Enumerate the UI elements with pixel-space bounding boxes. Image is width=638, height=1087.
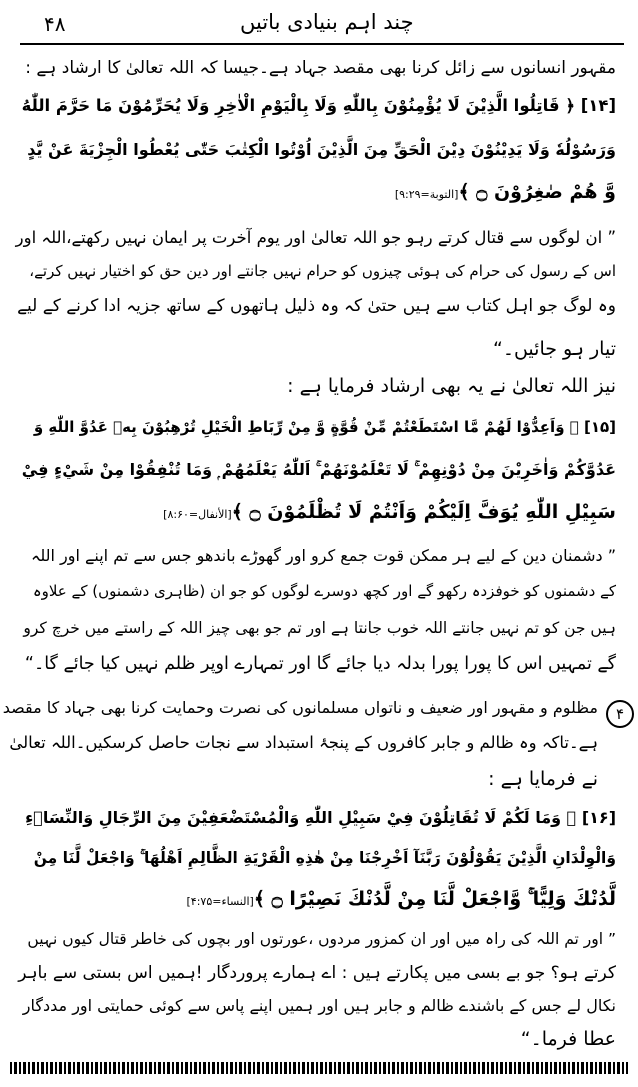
point-4-line-2: ہے۔تاکہ وہ ظالم و جابر کافروں کے پنجۂ استبداد سے نجات حاصل کرسکیں۔اللہ تعالیٰ xyxy=(9,733,598,752)
verse-15-citation: [الأنفال=۸:۶۰] xyxy=(163,508,232,521)
translation-16-line-1: ” اور تم اللہ کی راہ میں اور ان کمزور مردوں ،عورتوں اور بچوں کی خاطر قتال کیوں نہیں xyxy=(27,930,616,948)
point-4-line-3: نے فرمایا ہے : xyxy=(488,768,598,790)
verse-16-line-1: [۱۶] ﴿ وَمَا لَكُمْ لَا تُقَاتِلُوْنَ فِيْ سَبِيْلِ اللّٰهِ وَالْمُسْتَضْعَفِيْنَ مِنَ الرِّجَالِ وَالنِّسَاۗءِ xyxy=(25,808,616,827)
translation-16-line-3: نکال لے جس کے باشندے ظالم و جابر ہیں اور ہمیں اپنے پاس سے کوئی حمایتی اور مددگار xyxy=(22,996,616,1015)
verse-15-line-1: [۱۵] ﴿ وَاَعِدُّوْا لَهُمْ مَّا اسْتَطَعْتُمْ مِّنْ قُوَّةٍ وَّ مِنْ رِّبَاطِ الْخَيْلِ تُرْهِبُوْنَ بِهٖ عَدُوَّ اللّٰهِ وَ xyxy=(33,418,616,436)
translation-14-line-1: ” ان لوگوں سے قتال کرتے رہو جو اللہ تعالیٰ اور یوم آخرت پر ایمان نہیں رکھتے،اللہ اور xyxy=(15,228,616,247)
page-header: چند اہم بنیادی باتیں xyxy=(240,10,414,34)
translation-16-line-2: کرتے ہو؟ جو بے بسی میں پکارتے ہیں : اے ہمارے پروردگار !ہمیں اس بستی سے باہر xyxy=(18,963,616,983)
translation-14-line-2: اس کے رسول کی حرام کی ہوئی چیزوں کو حرام نہیں جانتے اور دین حق کو اختیار نہیں کرتے، xyxy=(29,262,616,280)
verse-16-line-3 xyxy=(181,890,617,909)
verse-16-line-3-text: لَّدُنْكَ وَلِيًّا ۚ وَّاجْعَلْ لَّنَا مِنْ لَّدُنْكَ نَصِيْرًا ۝ ﴾ xyxy=(253,888,616,910)
verse-15-line-2: عَدُوَّكُمْ وَاٰخَرِيْنَ مِنْ دُوْنِهِمْ ۚ لَا تَعْلَمُوْنَهُمْ ۚ اَللّٰهُ يَعْلَمُهُمْ ۭ وَمَا تُنْفِقُوْا مِنْ شَيْءٍ فِيْ xyxy=(21,460,616,479)
point-4-marker: ۴ xyxy=(606,700,634,728)
verse-15-line-3-text: سَبِيْلِ اللّٰهِ يُوَفَّ اِلَيْكُمْ وَاَنْتُمْ لَا تُظْلَمُوْنَ ۝ ﴾ xyxy=(231,501,616,523)
verse-15-line-3 xyxy=(157,503,616,522)
verse-14-line-2: وَرَسُوْلُهٗ وَلَا يَدِيْنُوْنَ دِيْنَ الْحَقِّ مِنَ الَّذِيْنَ اُوْتُوا الْكِتٰبَ حَتّٰى يُعْطُوا الْجِزْيَةَ عَنْ يَّدٍ xyxy=(27,140,616,159)
footer-border xyxy=(10,1062,628,1074)
intro-2-text: نیز اللہ تعالیٰ نے یہ بھی ارشاد فرمایا ہے : xyxy=(287,375,616,397)
translation-14-line-4: تیار ہو جائیں۔“ xyxy=(492,338,616,360)
point-4-line-1: مظلوم و مقہور اور ضعیف و ناتواں مسلمانوں کی نصرت وحمایت کرنا بھی جہاد کا مقصد xyxy=(2,698,598,717)
verse-16-line-2: وَالْوِلْدَانِ الَّذِيْنَ يَقُوْلُوْنَ رَبَّنَآ اَخْرِجْنَا مِنْ هٰذِهِ الْقَرْيَةِ الظَّالِمِ اَهْلُهَا ۚ وَاجْعَلْ لَّنَا مِنْ xyxy=(33,849,616,867)
translation-15-line-3: ہیں جن کو تم نہیں جانتے اللہ خوب جانتا ہے اور تم جو بھی چیز اللہ کے راستے میں خرچ کرو xyxy=(23,619,616,637)
page-number: ۴۸ xyxy=(44,12,66,36)
verse-16-citation: [النساء=۴:۷۵] xyxy=(186,895,254,908)
translation-15-line-2: کے دشمنوں کو خوفزدہ رکھو گے اور کچھ دوسرے لوگوں کو جو ان (ظاہری دشمنوں) کے علاوہ xyxy=(32,582,616,600)
translation-16-line-4: عطا فرما۔“ xyxy=(520,1028,616,1050)
verse-14-line-1: [۱۴] ﴿ قَاتِلُوا الَّذِيْنَ لَا يُؤْمِنُوْنَ بِاللّٰهِ وَلَا بِالْيَوْمِ الْاٰخِرِ وَلَا يُحَرِّمُوْنَ مَا حَرَّمَ اللّٰهُ xyxy=(21,96,616,115)
translation-15-line-1: ” دشمنان دین کے لیے ہر ممکن قوت جمع کرو اور گھوڑے باندھو جس سے تم اپنے اور اللہ xyxy=(30,546,616,565)
verse-14-line-3 xyxy=(389,183,616,202)
verse-14-line-3-text: وَّ هُمْ صٰغِرُوْنَ ۝ ﴾ xyxy=(458,181,616,203)
verse-14-citation: [التوبة=۹:۲۹] xyxy=(394,188,459,201)
translation-15-line-4: گے تمہیں اس کا پورا پورا بدلہ دیا جائے گا اور تمہارے اوپر ظلم نہیں کیا جائے گا۔“ xyxy=(24,654,616,674)
header-rule xyxy=(20,43,624,45)
translation-14-line-3: وہ لوگ جو اہل کتاب سے ہیں حتیٰ کہ وہ ذلیل ہاتھوں کے ساتھ جزیہ ادا کرنے کے لیے xyxy=(17,296,616,316)
intro-text: مقہور انسانوں سے زائل کرنا بھی مقصد جہاد ہے۔جیسا کہ اللہ تعالیٰ کا ارشاد ہے : xyxy=(25,58,616,78)
